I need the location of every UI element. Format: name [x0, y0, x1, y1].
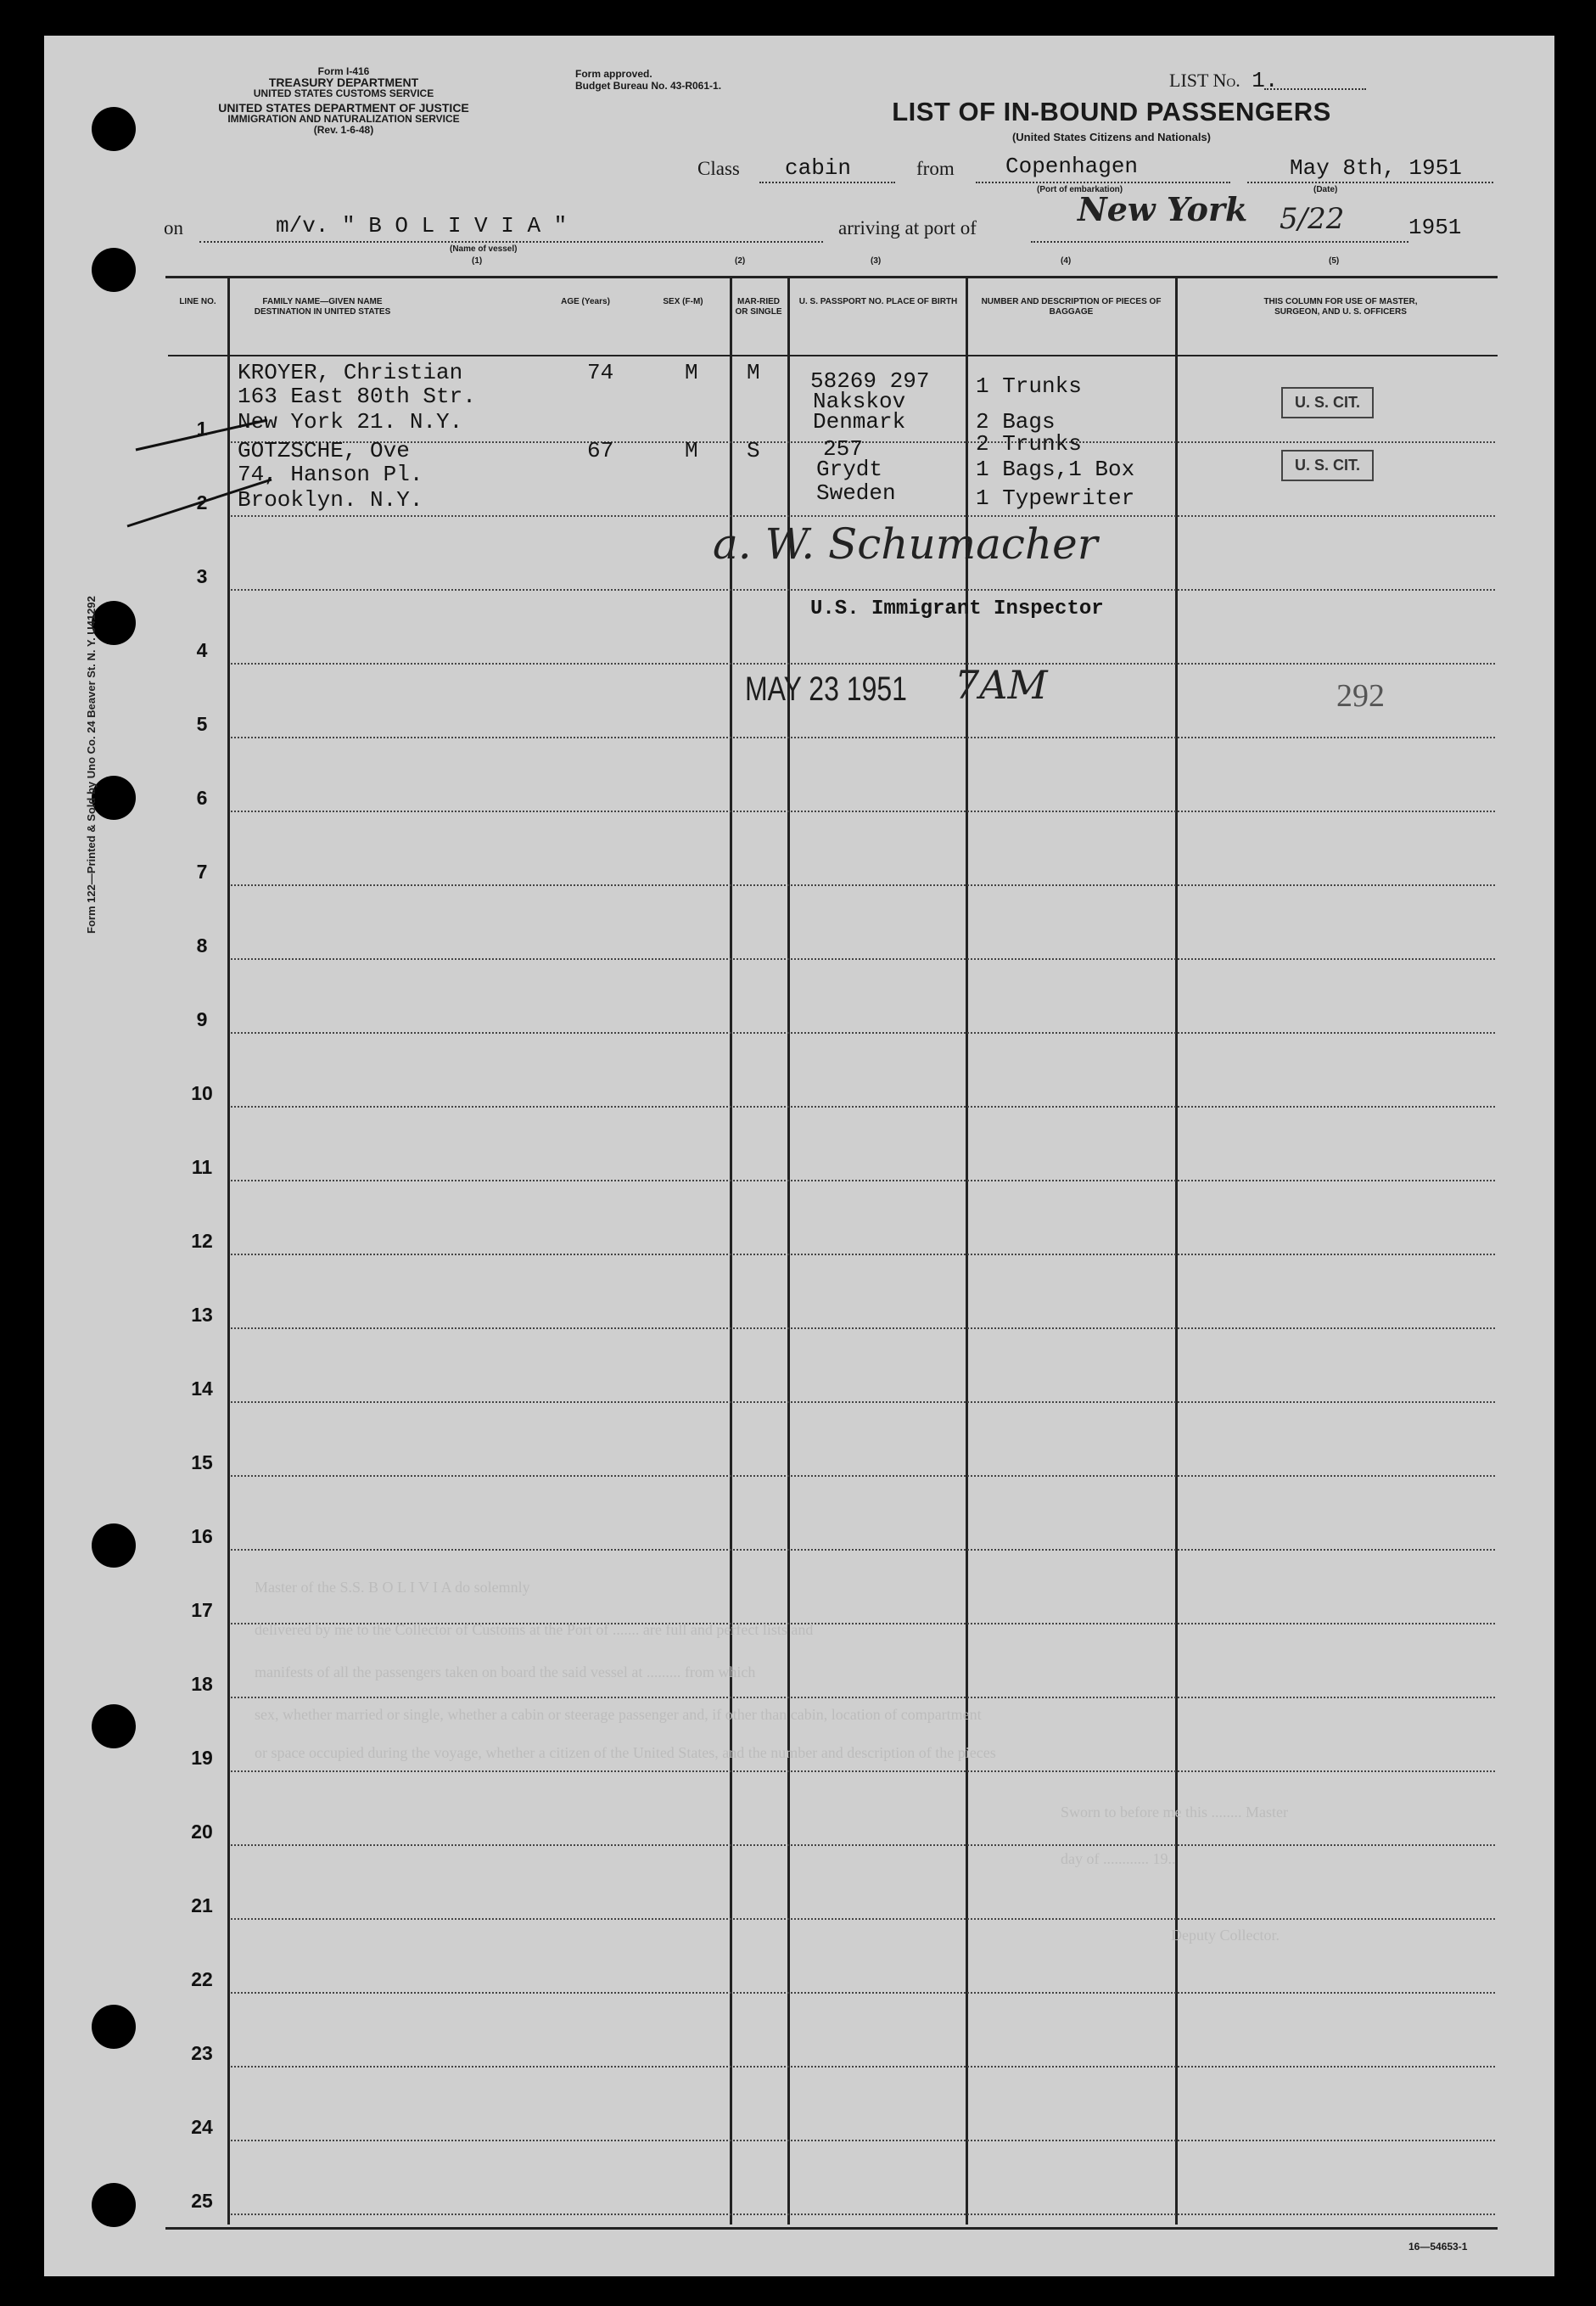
list-no-value: 1.	[1252, 68, 1279, 93]
row-number: 8	[196, 934, 208, 957]
page-title: LIST OF IN-BOUND PASSENGERS	[892, 97, 1331, 126]
passenger-2-birth-town: Grydt	[816, 457, 883, 482]
row-number: 12	[191, 1230, 213, 1252]
bleed-through-text: Deputy Collector.	[1171, 1927, 1280, 1944]
date-caption: (Date)	[1313, 185, 1338, 194]
justice-label: UNITED STATES DEPARTMENT OF JUSTICE	[218, 101, 469, 115]
row-number: 13	[191, 1304, 213, 1326]
row-line	[231, 1697, 1495, 1698]
arrival-year: 1951	[1408, 215, 1462, 240]
row-number: 5	[196, 713, 208, 735]
col-header-passport: U. S. PASSPORT NO. PLACE OF BIRTH	[798, 297, 958, 306]
row-line	[231, 1401, 1495, 1403]
row-line	[231, 2213, 1495, 2215]
treasury-label: TREASURY DEPARTMENT	[268, 76, 419, 89]
arriving-label: arriving at port of	[838, 217, 977, 238]
printer-sidebar-text: Form 122—Printed & Sold by Uno Co. 24 Beaver St. N. Y. U41292	[85, 596, 98, 934]
bleed-through-text: day of ............ 19..	[1061, 1850, 1176, 1867]
row-number: 3	[196, 565, 208, 587]
col-header-sex: SEX (F-M)	[663, 297, 703, 306]
col-ref-3: (3)	[871, 256, 882, 266]
bleed-through-text: manifests of all the passengers taken on board the said vessel at ......... from which	[255, 1664, 756, 1680]
passenger-2-passport: 257	[823, 436, 863, 462]
passenger-2-baggage-3: 1 Typewriter	[976, 485, 1135, 511]
bleed-through-text: or space occupied during the voyage, whether a citizen of the United States, and the number and description of the pieces	[255, 1744, 996, 1761]
row-line	[231, 2140, 1495, 2141]
row-line	[231, 663, 1495, 665]
inspector-title: U.S. Immigrant Inspector	[810, 598, 1104, 620]
col-header-age: AGE (Years)	[561, 297, 610, 306]
row-number: 16	[191, 1525, 213, 1547]
row-number: 6	[196, 787, 208, 809]
row-line	[231, 1106, 1495, 1108]
punch-hole	[92, 107, 136, 151]
from-value: Copenhagen	[1005, 154, 1139, 179]
passenger-2-baggage-2: 1 Bags,1 Box	[976, 457, 1135, 482]
form-code: 16—54653-1	[1408, 2241, 1468, 2253]
row-line	[231, 589, 1495, 591]
arrival-port-stamp: New York	[1078, 190, 1248, 228]
row-line	[231, 884, 1495, 886]
class-label: Class	[697, 158, 740, 179]
row-line	[231, 1918, 1495, 1920]
punch-hole	[92, 1704, 136, 1748]
on-label: on	[164, 217, 183, 238]
row-number: 17	[191, 1599, 213, 1621]
customs-label: UNITED STATES CUSTOMS SERVICE	[253, 87, 434, 99]
col-ref-1: (1)	[472, 256, 483, 266]
row-number: 7	[196, 861, 208, 883]
passenger-2-name: GOTZSCHE, Ove	[238, 438, 410, 463]
passenger-1-citizen-stamp: U. S. CIT.	[1281, 387, 1374, 418]
passenger-1-city: New York 21. N.Y.	[238, 409, 463, 435]
row-number: 1	[196, 418, 208, 440]
col-header-name: FAMILY NAME—GIVEN NAME DESTINATION IN UNITED STATES	[254, 297, 391, 317]
passenger-2-citizen-stamp: U. S. CIT.	[1281, 450, 1374, 481]
passenger-1-age: 74	[587, 360, 614, 385]
bleed-through-text: Master of the S.S. B O L I V I A do solemnly	[255, 1579, 530, 1596]
row-line	[231, 1770, 1495, 1772]
agency-header	[161, 66, 526, 136]
row-line	[231, 1327, 1495, 1329]
arrival-date-handwritten: 5/22	[1280, 202, 1345, 236]
row-line	[231, 1549, 1495, 1551]
punch-hole	[92, 601, 136, 645]
approval-label: Form approved.	[575, 68, 652, 80]
passenger-2-marital: S	[747, 438, 760, 463]
page-number-stamp: 292	[1336, 678, 1385, 714]
row-line	[231, 1254, 1495, 1255]
row-number: 9	[196, 1008, 208, 1030]
row-number: 20	[191, 1821, 213, 1843]
passenger-2-city: Brooklyn. N.Y.	[238, 487, 423, 513]
col-header-married: MAR-RIED OR SINGLE	[735, 297, 782, 317]
punch-hole	[92, 2183, 136, 2227]
from-label: from	[916, 158, 955, 179]
form-number: Form I-416	[317, 65, 370, 77]
row-number: 18	[191, 1673, 213, 1695]
row-number: 15	[191, 1451, 213, 1473]
passenger-1-baggage-1: 1 Trunks	[976, 373, 1082, 399]
passenger-1-baggage-2: 2 Bags	[976, 409, 1056, 435]
page-subtitle: (United States Citizens and Nationals)	[1011, 131, 1212, 143]
passenger-1-sex: M	[685, 360, 698, 385]
row-line	[231, 441, 1495, 443]
bleed-through-text: sex, whether married or single, whether a cabin or steerage passenger and, if other than cabin, location of compartment	[255, 1706, 982, 1723]
row-line	[231, 515, 1495, 517]
port-caption: (Port of embarkation)	[1037, 185, 1123, 194]
passenger-2-sex: M	[685, 438, 698, 463]
date-value: May 8th, 1951	[1290, 155, 1462, 181]
punch-hole	[92, 776, 136, 820]
passenger-1-address: 163 East 80th Str.	[238, 384, 476, 409]
row-number: 22	[191, 1968, 213, 1990]
passenger-1-marital: M	[747, 360, 760, 385]
row-number: 23	[191, 2042, 213, 2064]
col-header-officers: THIS COLUMN FOR USE OF MASTER, SURGEON, AND U. S. OFFICERS	[1263, 297, 1418, 317]
col-header-baggage: NUMBER AND DESCRIPTION OF PIECES OF BAGGAGE	[981, 297, 1162, 317]
row-line	[231, 811, 1495, 812]
passenger-table	[165, 276, 1498, 2230]
budget-label: Budget Bureau No. 43-R061-1.	[575, 80, 722, 92]
row-line	[231, 1992, 1495, 1994]
passenger-2-baggage-1: 2 Trunks	[976, 431, 1082, 457]
passenger-1-birth-country: Denmark	[813, 409, 906, 435]
row-number: 14	[191, 1377, 213, 1400]
row-number: 25	[191, 2190, 213, 2212]
col-ref-2: (2)	[735, 256, 746, 266]
passenger-1-passport: 58269 297	[810, 368, 930, 394]
row-line	[231, 958, 1495, 960]
class-value: cabin	[785, 155, 852, 181]
row-number: 11	[191, 1156, 213, 1178]
bleed-through-text: delivered by me to the Collector of Customs at the Port of ....... are full and perfect lists and	[255, 1621, 814, 1638]
bleed-through-text: Sworn to before me this ........ Master	[1061, 1804, 1288, 1821]
ins-label: IMMIGRATION AND NATURALIZATION SERVICE	[227, 113, 460, 125]
row-line	[231, 737, 1495, 738]
col-ref-4: (4)	[1061, 256, 1072, 266]
passenger-2-age: 67	[587, 438, 614, 463]
punch-hole	[92, 248, 136, 292]
row-line	[231, 1844, 1495, 1846]
passenger-2-address: 74, Hanson Pl.	[238, 462, 423, 487]
list-no-label: LIST No.	[1169, 70, 1240, 91]
row-number: 2	[196, 491, 208, 513]
row-line	[231, 1032, 1495, 1034]
revision-label: (Rev. 1-6-48)	[313, 124, 374, 136]
vessel-caption: (Name of vessel)	[450, 244, 518, 254]
row-number: 10	[191, 1082, 213, 1104]
check-marks	[110, 399, 280, 535]
passenger-1-birth-town: Nakskov	[813, 389, 906, 414]
passenger-2-birth-country: Sweden	[816, 480, 896, 506]
row-number: 4	[196, 639, 208, 661]
vessel-value: m/v. " B O L I V I A "	[276, 213, 568, 238]
row-line	[231, 2066, 1495, 2068]
row-number: 24	[191, 2116, 213, 2138]
received-time: 7AM	[955, 662, 1048, 708]
row-line	[231, 1180, 1495, 1181]
row-line	[231, 1475, 1495, 1477]
row-number: 21	[191, 1894, 213, 1916]
approval-block	[575, 68, 721, 92]
received-date-stamp: MAY 23 1951	[745, 670, 907, 708]
list-number	[1169, 68, 1278, 93]
punch-hole	[92, 1523, 136, 1568]
passenger-1-name: KROYER, Christian	[238, 360, 463, 385]
col-ref-5: (5)	[1329, 256, 1340, 266]
punch-hole	[92, 2005, 136, 2049]
col-header-line-no: LINE NO.	[179, 297, 216, 306]
row-number: 19	[191, 1747, 213, 1769]
inspector-signature: a. W. Schumacher	[713, 519, 1098, 569]
